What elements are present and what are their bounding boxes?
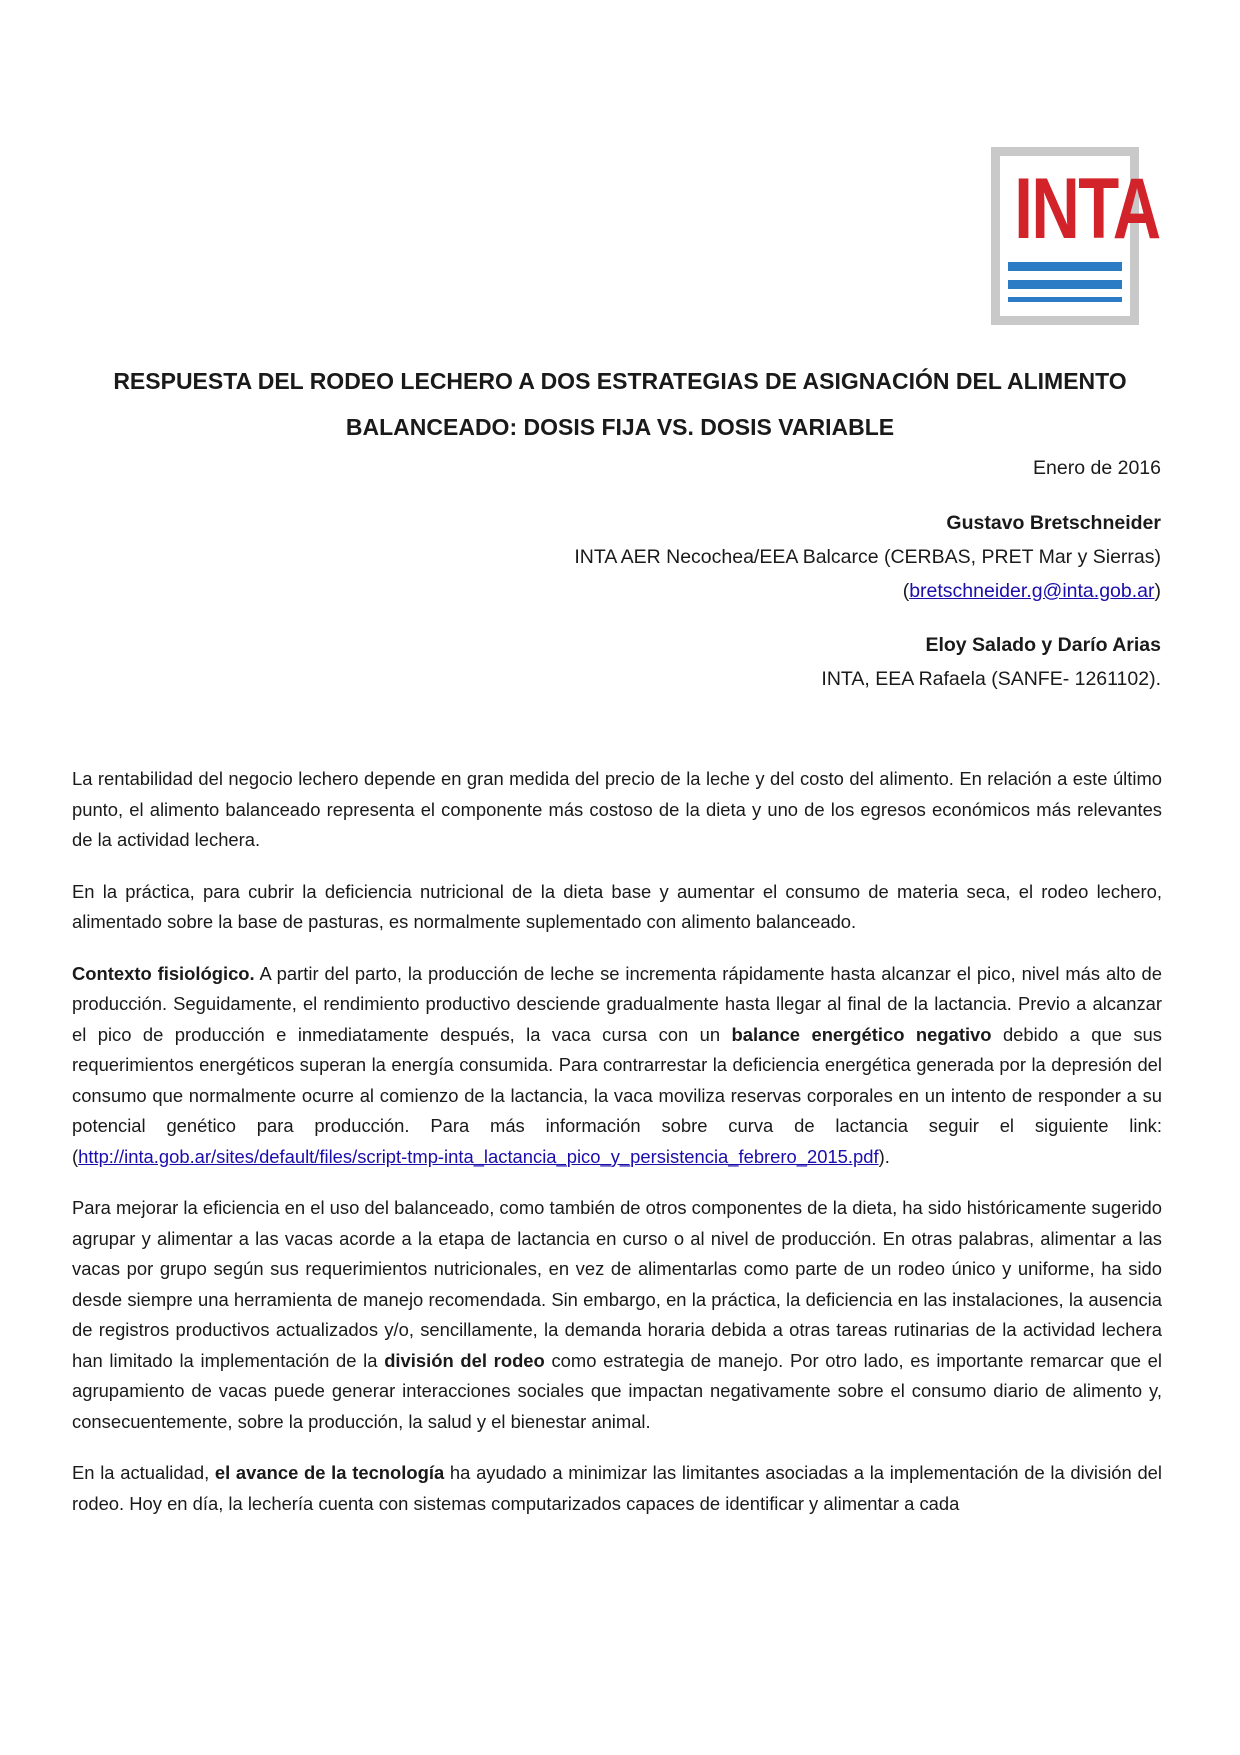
paragraph-text: ha ayudado a minimizar las limitantes asociadas a la implementación de la división del rodeo. Hoy en día, la lechería cuenta con sistemas computarizados capaces de identificar y alimentar a cada bbox=[72, 1462, 1162, 1514]
paragraph-lead: Contexto fisiológico. bbox=[72, 962, 255, 984]
paragraph-3 bbox=[72, 959, 1162, 1173]
author-2-name bbox=[925, 628, 1161, 662]
paragraph-text: En la actualidad, bbox=[72, 1462, 215, 1483]
body-text bbox=[72, 764, 1162, 1540]
paragraph-text: A partir del parto, la producción de leche se incrementa rápidamente hasta alcanzar el pico, nivel más alto de producción. Seguidamente, el rendimiento productivo desciende gradualmente hasta llegar al final de la lactancia. Previo a alcanzar el pico de producción e inmediatamente después, la vaca cursa con un bbox=[72, 962, 1163, 1045]
paragraph-text: ). bbox=[878, 1145, 890, 1167]
document-title: RESPUESTA DEL RODEO LECHERO A DOS ESTRATEGIAS DE ASIGNACIÓN DEL ALIMENTO BALANCEADO: DOSIS FIJA VS. DOSIS VARIABLE bbox=[113, 368, 1127, 440]
date: Enero de 2016 bbox=[1033, 457, 1161, 479]
logo-stripe bbox=[1008, 297, 1122, 302]
author-1-name bbox=[946, 506, 1161, 540]
paren-open: ( bbox=[902, 580, 910, 602]
paragraph-text: debido a que sus requerimientos energéticos superan la energía consumida. Para contrarrestar la deficiencia energética generada por la depresión del consumo que normalmente ocurre al comienzo de la lactancia, la vaca moviliza reservas corporales en un intento de responder a su potencial genético para producción. Para más información sobre curva de lactancia seguir el siguiente link: ( bbox=[72, 1023, 1162, 1167]
author-name: Eloy Salado y Darío Arias bbox=[925, 634, 1161, 656]
paragraph-text: Para mejorar la eficiencia en el uso del balanceado, como también de otros componentes de la dieta, ha sido históricamente sugerido agrupar y alimentar a las vacas acorde a la etapa de lactancia en curso o al nivel de producción. En otras palabras, alimentar a las vacas por grupo según sus requerimientos nutricionales, en vez de alimentarlas como parte de un rodeo único y uniforme, ha sido desde siempre una herramienta de manejo recomendada. Sin embargo, en la práctica, la deficiencia en las instalaciones, la ausencia de registros productivos actualizados y/o, sencillamente, la demanda horaria debida a otras tareas rutinarias de la actividad lechera han limitado la implementación de la bbox=[72, 1197, 1162, 1371]
logo-panel bbox=[1000, 156, 1160, 316]
bold-term: el avance de la tecnología bbox=[214, 1462, 445, 1483]
author-email-link[interactable]: bretschneider.g@inta.gob.ar bbox=[909, 580, 1155, 602]
bold-term: división del rodeo bbox=[384, 1349, 545, 1371]
bold-term: balance energético negativo bbox=[731, 1023, 992, 1045]
paren-close: ) bbox=[1154, 580, 1161, 602]
inta-logo bbox=[991, 147, 1160, 325]
paragraph-4 bbox=[72, 1193, 1162, 1437]
author-2-affiliation: INTA, EEA Rafaela (SANFE- 1261102). bbox=[821, 668, 1161, 690]
logo-stripe bbox=[1008, 262, 1122, 271]
paragraph-text: como estrategia de manejo. Por otro lado, es importante remarcar que el agrupamiento de vacas puede generar interacciones sociales que impactan negativamente sobre el consumo diario de alimento y, consecuentemente, sobre la producción, la salud y el bienestar animal. bbox=[72, 1349, 1162, 1432]
lactation-curve-link[interactable]: http://inta.gob.ar/sites/default/files/script-tmp-inta_lactancia_pico_y_persistencia_febrero_2015.pdf bbox=[78, 1145, 879, 1167]
author-1-email-line bbox=[903, 574, 1161, 608]
author-1-affiliation: INTA AER Necochea/EEA Balcarce (CERBAS, PRET Mar y Sierras) bbox=[574, 546, 1161, 568]
paragraph-2: En la práctica, para cubrir la deficiencia nutricional de la dieta base y aumentar el consumo de materia seca, el rodeo lechero, alimentado sobre la base de pasturas, es normalmente suplementado con alimento balanceado. bbox=[72, 880, 1162, 932]
paragraph-5 bbox=[72, 1458, 1162, 1519]
paragraph-1: La rentabilidad del negocio lechero depende en gran medida del precio de la leche y del costo del alimento. En relación a este último punto, el alimento balanceado representa el componente más costoso de la dieta y uno de los egresos económicos más relevantes de la actividad lechera. bbox=[72, 768, 1162, 850]
author-name: Gustavo Bretschneider bbox=[946, 512, 1161, 534]
logo-wordmark: INTA bbox=[1014, 161, 1160, 257]
logo-stripe bbox=[1008, 280, 1122, 289]
